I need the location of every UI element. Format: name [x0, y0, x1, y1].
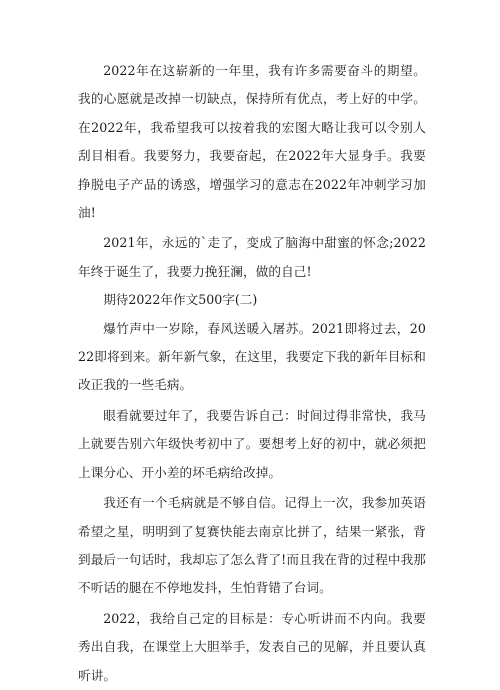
paragraph-firecrackers: 爆竹声中一岁除，春风送暖入屠苏。2021即将过去，2022即将到来。新年新气象，在这里，我要定下我的新年目标和改正我的一些毛病。 [78, 320, 426, 393]
essay-subtitle: 期待2022年作文500字(二) [103, 292, 258, 308]
paragraph-confidence: 我还有一个毛病就是不够自信。记得上一次，我参加英语希望之星，明明到了复赛快能去南京比拼了，结果一紧张，背到最后一句话时，我却忘了怎么背了!而且我在背的过程中我那不听话的腿在不停地发抖，生怕背错了台词。 [78, 495, 426, 596]
article-body [78, 57, 426, 683]
paragraph-farewell-2021: 2021年，永远的`走了，变成了脑海中甜蜜的怀念;2022年终于诞生了，我要力挽狂澜，做的自己! [78, 235, 426, 279]
paragraph-goal-2022: 2022，我给自己定的目标是：专心听讲而不内向。我要秀出自我，在课堂上大胆举手，发表自己的见解，并且要认真听讲。 [78, 610, 426, 683]
paragraph-new-year-coming: 眼看就要过年了，我要告诉自己：时间过得非常快，我马上就要告别六年级快考初中了。要想考上好的初中，就必须把上课分心、开小差的坏毛病给改掉。 [78, 407, 426, 480]
paragraph-new-year-hopes: 2022年在这崭新的一年里，我有许多需要奋斗的期望。我的心愿就是改掉一切缺点，保持所有优点，考上好的中学。在2022年，我希望我可以按着我的宏图大略让我可以令别人刮目相看。我要努力，我要奋起，在2022年大显身手。我要挣脱电子产品的诱惑，增强学习的意志在2022年冲刺学习加油! [78, 63, 426, 221]
